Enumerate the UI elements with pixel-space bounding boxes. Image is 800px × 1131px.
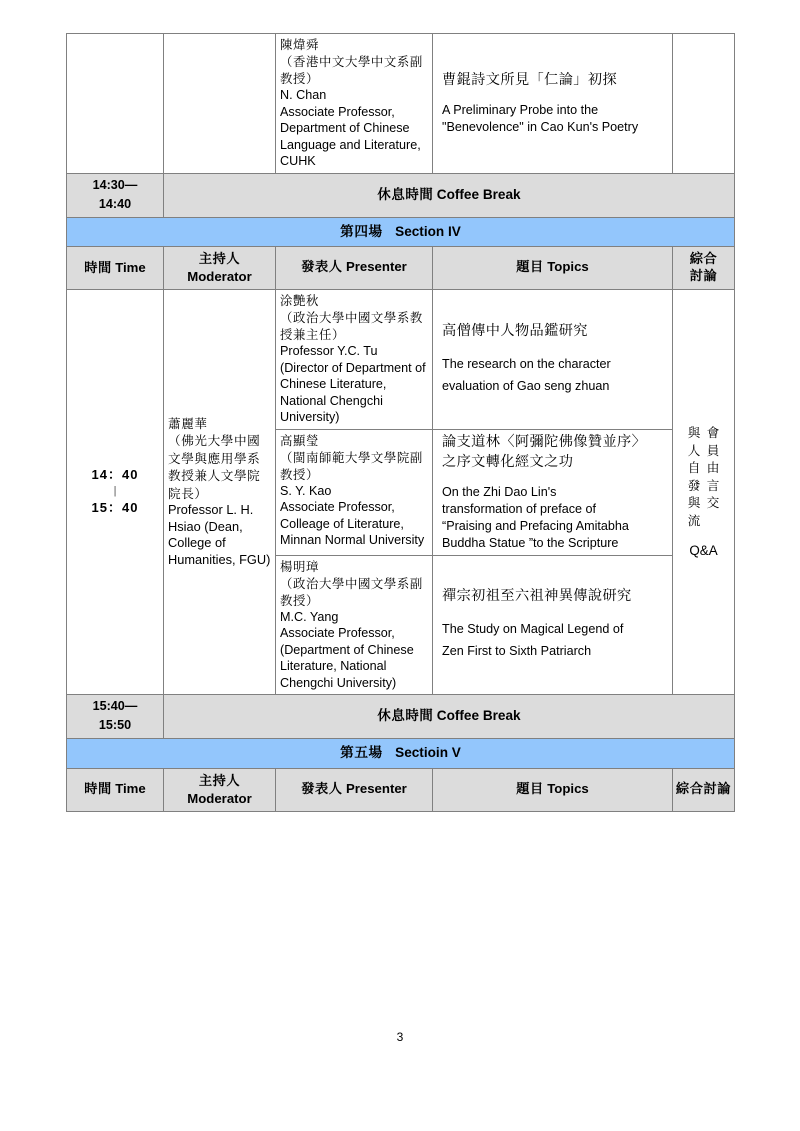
coffee-break-2-time-line2: 15:50 xyxy=(98,718,132,732)
table-row-section-v-column-headers xyxy=(67,768,735,811)
topic-spacer xyxy=(442,472,668,484)
column-header-topics-zh: 題目 xyxy=(516,781,544,797)
column-header-presenter xyxy=(276,768,433,811)
column-header-moderator xyxy=(164,768,276,811)
discussion-vertical-col-right xyxy=(706,424,721,529)
topic-title-zh: 高僧傳中人物品鑑研究 xyxy=(442,322,588,339)
presenter-name-en: S. Y. Kao xyxy=(280,483,332,498)
column-header-topics-en: Topics xyxy=(547,259,589,275)
discussion-vertical-char: 與 xyxy=(687,425,701,441)
cell-topic-carryover xyxy=(433,34,673,174)
moderator-name-zh: 蕭麗華 xyxy=(168,415,208,431)
section-iv-header-en: Section IV xyxy=(395,223,461,239)
section-iv-header xyxy=(67,217,735,247)
column-header-time-zh: 時間 xyxy=(84,781,112,797)
discussion-vertical-char: 人 xyxy=(687,442,701,458)
topic-spacer xyxy=(442,90,668,102)
topic-spacer xyxy=(442,341,668,353)
discussion-qa-label: Q&A xyxy=(689,543,718,559)
discussion-vertical-text xyxy=(674,424,733,529)
column-header-moderator-en: Moderator xyxy=(187,269,252,284)
cell-moderator-section-iv xyxy=(164,290,276,695)
moderator-affiliation-zh: （佛光大學中國文學與應用學系教授兼人文學院院長） xyxy=(168,433,261,501)
coffee-break-2-time-line1: 15:40— xyxy=(92,699,138,713)
column-header-time-zh: 時間 xyxy=(84,261,112,276)
cell-discussion-empty xyxy=(673,34,735,174)
cell-time-coffee-break-1 xyxy=(67,173,164,217)
section-iv-time-end: 15：40 xyxy=(91,500,139,515)
column-header-presenter-zh: 發表人 xyxy=(301,260,343,276)
cell-coffee-break-1-label xyxy=(164,173,735,217)
discussion-vertical-char: 員 xyxy=(706,442,720,458)
presenter-name-zh: 高顯瑩 xyxy=(280,432,319,448)
topic-title-en-line2: transformation of preface of xyxy=(442,501,597,516)
discussion-vertical-char: 會 xyxy=(706,425,720,441)
topic-spacer xyxy=(442,606,668,618)
column-header-moderator-zh: 主持人 xyxy=(198,252,241,267)
discussion-vertical-char: 交 xyxy=(706,495,720,511)
page-number: 3 xyxy=(396,1030,404,1044)
column-header-moderator-en: Moderator xyxy=(187,790,252,806)
cell-discussion-section-iv xyxy=(673,290,735,695)
table-row-section-iv-banner xyxy=(67,217,735,247)
topic-title-zh: 禪宗初祖至六祖神異傳說研究 xyxy=(442,588,632,605)
table-row-section-iv-column-headers xyxy=(67,247,735,290)
section-v-header-en: Sectioin V xyxy=(395,745,461,760)
presenter-affiliation-en: Associate Professor, (Department of Chinese Literature, National Chengchi University) xyxy=(280,626,414,690)
cell-topic-section-iv-2 xyxy=(433,429,673,555)
discussion-vertical-char: 流 xyxy=(687,512,701,528)
presenter-affiliation-zh: （閩南師範大學文學院副教授） xyxy=(280,449,423,482)
cell-topic-section-iv-3 xyxy=(433,555,673,695)
column-header-discussion-zh-line1: 綜合 xyxy=(689,252,718,267)
presenter-affiliation-en: Associate Professor, Department of Chinese Language and Literature, CUHK xyxy=(280,104,421,168)
topic-title-zh-line1: 論支道林〈阿彌陀佛像贊並序〉 xyxy=(442,433,647,450)
conference-schedule-table xyxy=(66,33,735,812)
topic-title-en-line2: evaluation of Gao seng zhuan xyxy=(442,378,610,393)
discussion-vertical-char: 由 xyxy=(706,460,720,476)
presenter-affiliation-zh: （政治大學中國文學系副教授） xyxy=(280,575,423,608)
coffee-break-1-label-zh: 休息時間 xyxy=(377,186,434,203)
column-header-presenter-en: Presenter xyxy=(345,259,407,275)
presenter-affiliation-en: Associate Professor, Colleage of Literature, Minnan Normal University xyxy=(280,500,425,547)
coffee-break-1-time-line1: 14:30— xyxy=(92,177,138,192)
cell-presenter-carryover xyxy=(276,34,433,174)
column-header-topics xyxy=(433,768,673,811)
column-header-time-en: Time xyxy=(115,260,146,275)
discussion-vertical-char: 發 xyxy=(687,477,701,493)
presenter-name-en: Professor Y.C. Tu xyxy=(280,344,378,358)
section-v-header-zh: 第五場 xyxy=(340,745,383,761)
cell-topic-section-iv-1 xyxy=(433,290,673,430)
column-header-presenter-zh: 發表人 xyxy=(301,781,343,797)
discussion-vertical-col-left xyxy=(687,424,702,529)
column-header-discussion xyxy=(673,768,735,811)
discussion-vertical-char: 言 xyxy=(706,477,720,493)
column-header-discussion xyxy=(673,247,735,290)
coffee-break-1-time-line2: 14:40 xyxy=(98,196,132,211)
table-row-carryover xyxy=(67,34,735,174)
moderator-name-en: Professor L. H. Hsiao (Dean, College of Humanities, FGU) xyxy=(168,502,271,567)
column-header-topics-en: Topics xyxy=(547,780,589,796)
section-iv-time-separator: | xyxy=(113,485,117,497)
column-header-discussion-zh-line2: 討論 xyxy=(689,269,718,284)
topic-title-en-line4: Buddha Statue ”to the Scripture xyxy=(442,535,619,550)
section-iv-header-zh: 第四場 xyxy=(340,223,383,240)
topic-title-en-line1: The research on the character xyxy=(442,356,611,371)
topic-title-en-line1: On the Zhi Dao Lin's xyxy=(442,484,557,499)
discussion-vertical-char: 自 xyxy=(687,460,701,476)
presenter-name-zh: 楊明璋 xyxy=(280,558,319,574)
table-row-section-v-banner xyxy=(67,739,735,769)
table-row-section-iv-1 xyxy=(67,290,735,430)
coffee-break-1-label-en: Coffee Break xyxy=(436,186,521,202)
column-header-presenter xyxy=(276,247,433,290)
cell-time-section-iv xyxy=(67,290,164,695)
cell-time-coffee-break-2 xyxy=(67,695,164,739)
topic-title-zh: 曹錕詩文所見「仁論」初探 xyxy=(442,71,618,88)
column-header-moderator-zh: 主持人 xyxy=(198,773,241,789)
column-header-time xyxy=(67,247,164,290)
topic-title-en-line1: The Study on Magical Legend of xyxy=(442,622,624,637)
section-iv-time-start: 14：40 xyxy=(91,467,139,482)
section-v-header xyxy=(67,739,735,769)
topic-title-en-line2: Zen First to Sixth Patriarch xyxy=(442,644,592,659)
presenter-name-zh: 涂艷秋 xyxy=(280,293,319,308)
cell-presenter-section-iv-3 xyxy=(276,555,433,695)
column-header-topics-zh: 題目 xyxy=(516,260,544,276)
coffee-break-2-label-zh: 休息時間 xyxy=(377,708,434,725)
presenter-affiliation-zh: （香港中文大學中文系副教授） xyxy=(280,54,423,86)
topic-title-zh-line2: 之序文轉化經文之功 xyxy=(442,453,574,470)
topic-title-en-line3: “Praising and Prefacing Amitabha xyxy=(442,518,629,533)
cell-presenter-section-iv-2 xyxy=(276,429,433,555)
presenter-name-en: M.C. Yang xyxy=(280,609,339,624)
column-header-discussion-zh: 綜合討論 xyxy=(675,781,732,797)
table-row-coffee-break-2 xyxy=(67,695,735,739)
cell-coffee-break-2-label xyxy=(164,695,735,739)
discussion-vertical-char: 與 xyxy=(687,495,701,511)
presenter-name-en: N. Chan xyxy=(280,88,327,102)
column-header-presenter-en: Presenter xyxy=(345,780,407,796)
column-header-moderator xyxy=(164,247,276,290)
coffee-break-2-label-en: Coffee Break xyxy=(436,708,521,724)
column-header-time-en: Time xyxy=(115,780,146,796)
cell-presenter-section-iv-1 xyxy=(276,290,433,430)
presenter-affiliation-en: (Director of Department of Chinese Literature, National Chengchi University) xyxy=(280,360,426,424)
cell-moderator-empty xyxy=(164,34,276,174)
cell-time-empty xyxy=(67,34,164,174)
table-row-coffee-break-1 xyxy=(67,173,735,217)
presenter-affiliation-zh: （政治大學中國文學系教授兼主任） xyxy=(280,310,423,342)
column-header-topics xyxy=(433,247,673,290)
column-header-time xyxy=(67,768,164,811)
topic-title-en: A Preliminary Probe into the "Benevolence" in Cao Kun's Poetry xyxy=(442,102,639,134)
presenter-name-zh: 陳煒舜 xyxy=(280,37,319,52)
